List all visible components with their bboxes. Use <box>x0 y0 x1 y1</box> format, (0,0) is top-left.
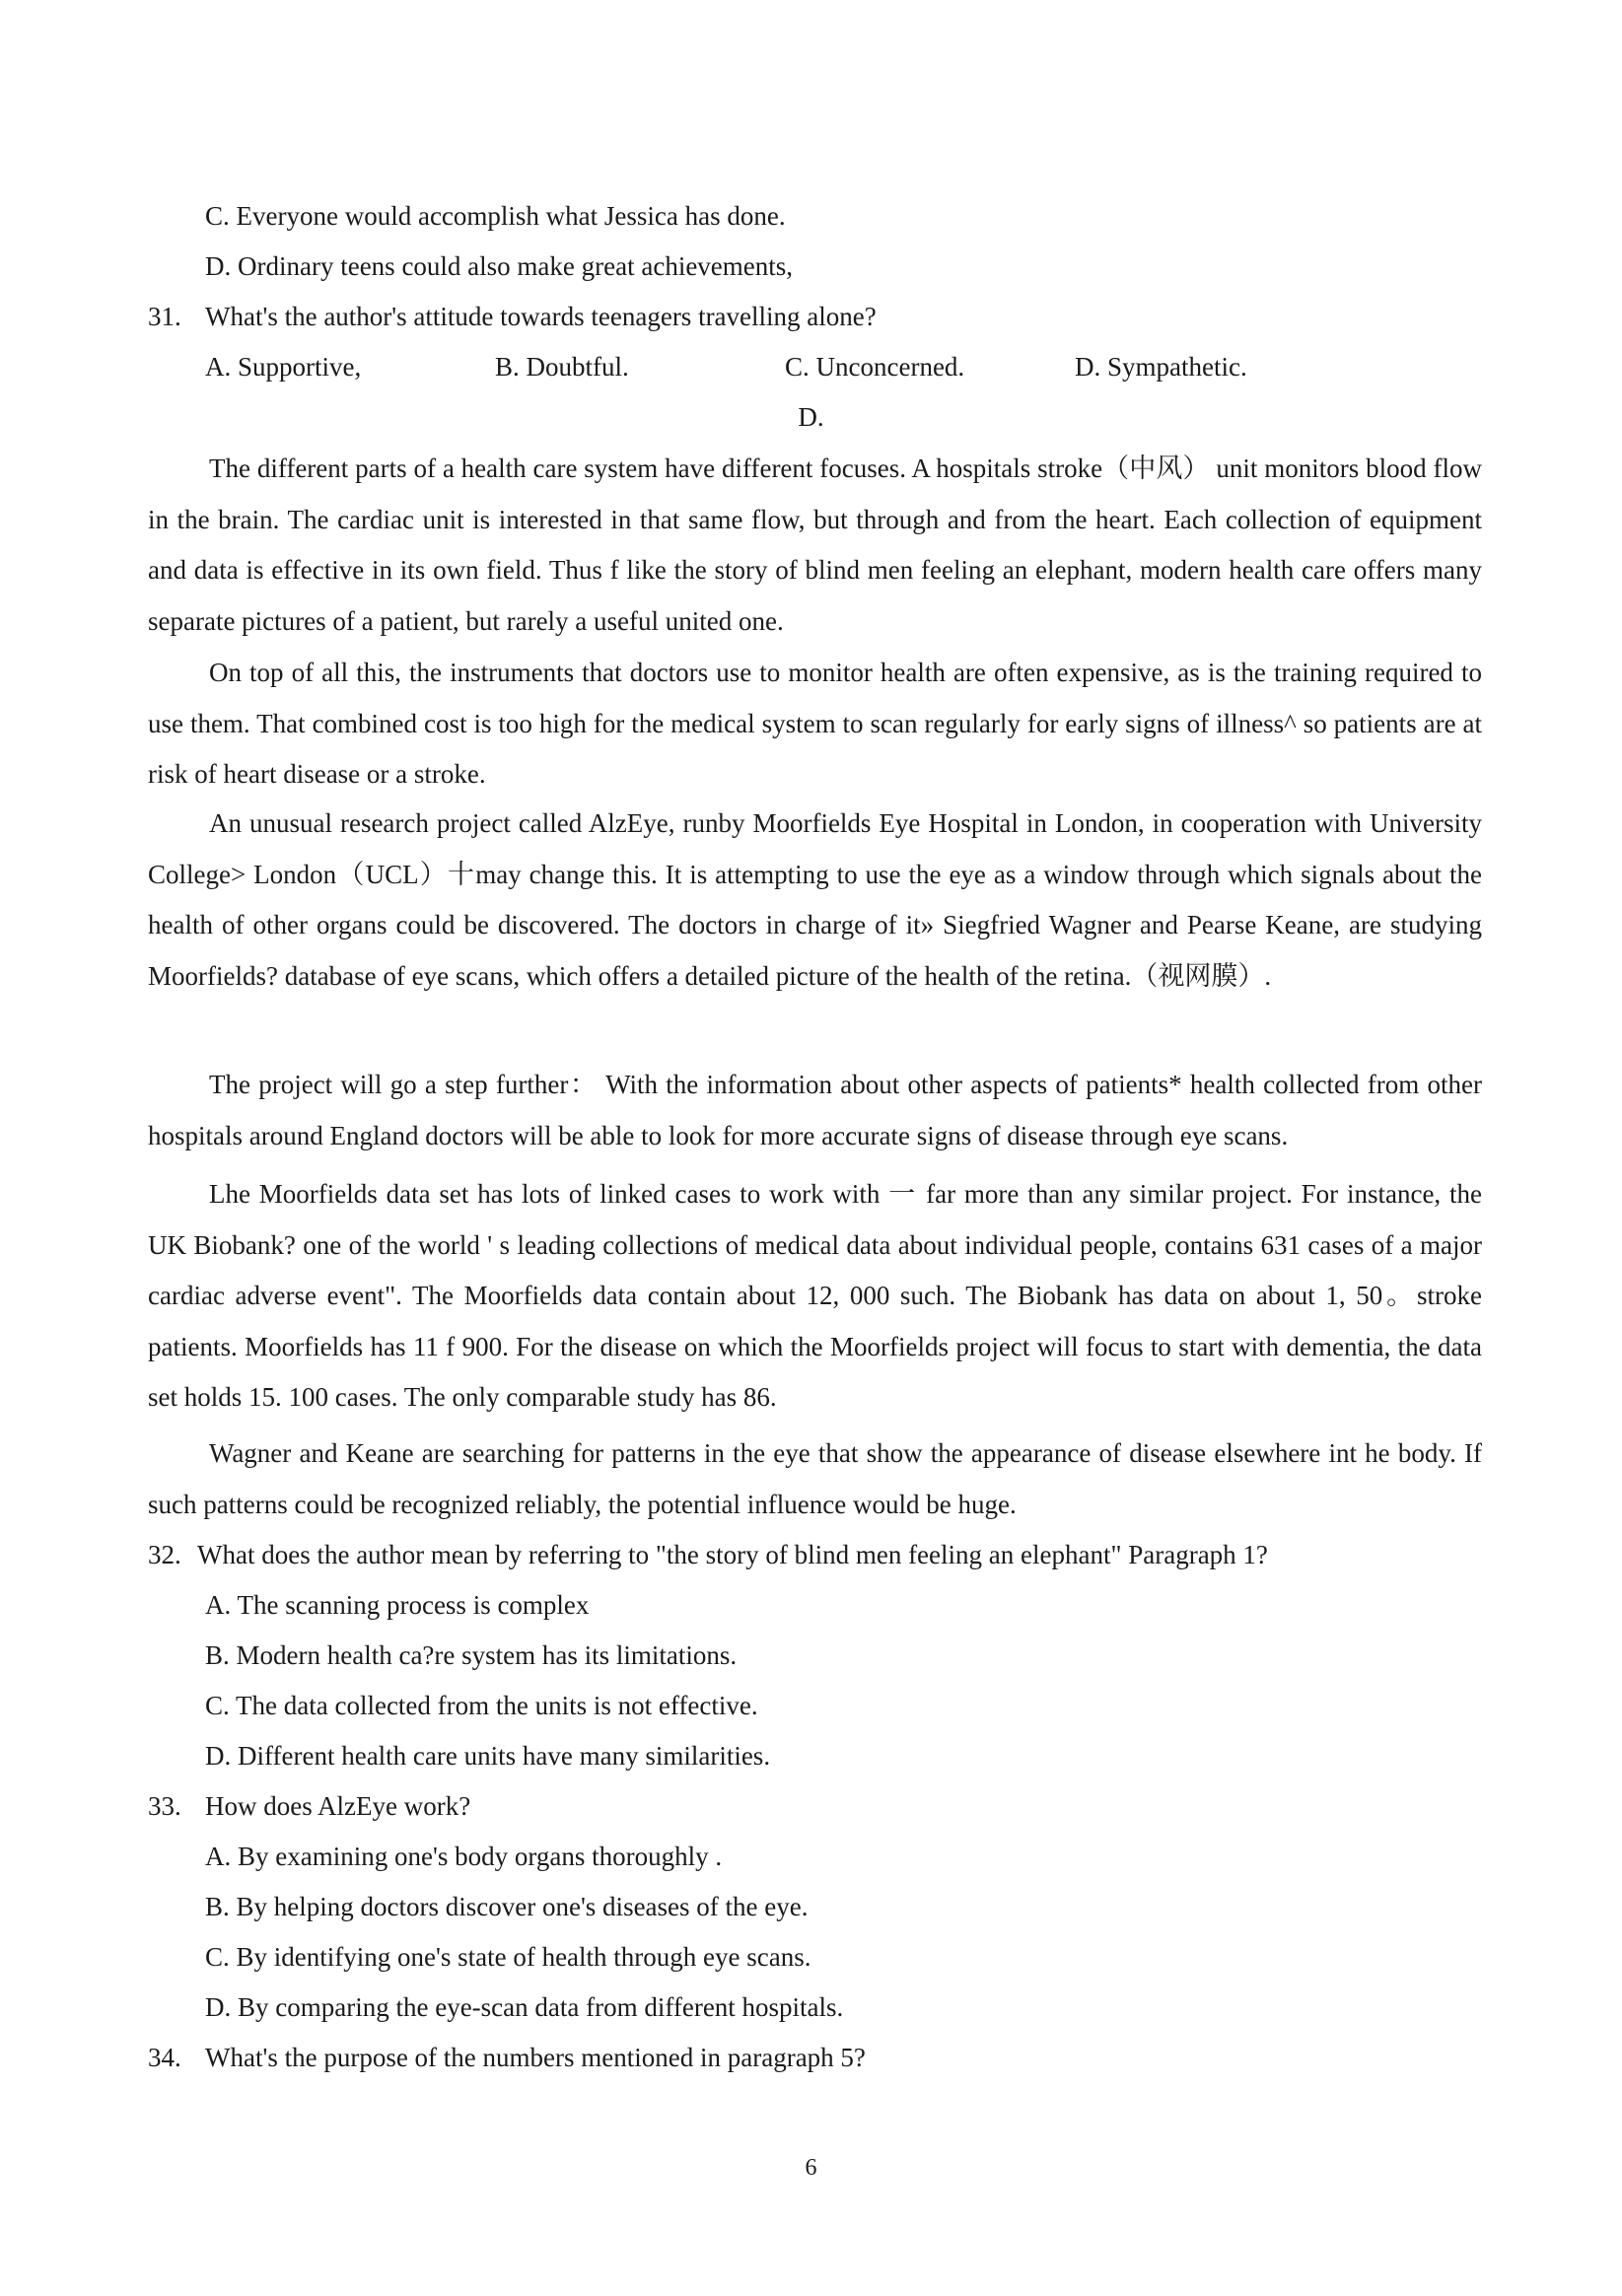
q32-question: What does the author mean by referring to "the story of blind men feeling an elephant" Paragraph 1? <box>197 1540 1268 1569</box>
q33-option-c: C. By identifying one's state of health through eye scans. <box>205 1942 811 1972</box>
q31-question: What's the author's attitude towards teenagers travelling alone? <box>205 302 877 331</box>
q33-number: 33. <box>148 1791 181 1821</box>
passage-paragraph-1: The different parts of a health care system have different focuses. A hospitals stroke（中风） unit monitors blood flow in the brain. The cardiac unit is interested in that same flow, but through and from the heart. Each collection of equipment and data is effective in its own field. Thus f like the story of blind men feeling an elephant, modern health care offers many separate pictures of a patient, but rarely a useful united one. <box>148 453 1482 636</box>
q32-option-b: B. Modern health ca?re system has its limitations. <box>205 1640 738 1670</box>
passage-paragraph-5: Lhe Moorfields data set has lots of linked cases to work with 一 far more than any similar project. For instance, the UK Biobank? one of the world ' s leading collections of medical data about individual people, contains 631 cases of a major cardiac adverse event". The Moorfields data contain about 12, 000 such. The Biobank has data on about 1, 50。stroke patients. Moorfields has 11 f 900. For the disease on which the Moorfields project will focus to start with dementia, the data set holds 15. 100 cases. The only comparable study has 86. <box>148 1179 1482 1412</box>
q33-question: How does AlzEye work? <box>205 1791 471 1821</box>
q32-option-a: A. The scanning process is complex <box>205 1590 590 1620</box>
passage-paragraph-3: An unusual research project called AlzEye, runby Moorfields Eye Hospital in London, in cooperation with University College> London（UCL）十may change this. It is attempting to use the eye as a window through which signals about the health of other organs could be discovered. The doctors in charge of it» Siegfried Wagner and Pearse Keane, are studying Moorfields? database of eye scans, which offers a detailed picture of the health of the retina.（视网膜）. <box>148 808 1482 991</box>
passage-paragraph-4: The project will go a step further： With the information about other aspects of patients* health collected from other hospitals around England doctors will be able to look for more accurate signs of disease through eye scans. <box>148 1070 1482 1150</box>
q30-option-c: C. Everyone would accomplish what Jessica has done. <box>205 201 786 231</box>
q31-option-a: A. Supportive, <box>205 352 362 382</box>
q33-option-d: D. By comparing the eye-scan data from different hospitals. <box>205 1992 844 2022</box>
q33-option-b: B. By helping doctors discover one's diseases of the eye. <box>205 1892 809 1921</box>
q32-number: 32. <box>148 1540 181 1569</box>
q34-number: 34. <box>148 2043 181 2072</box>
q31-number: 31. <box>148 302 181 331</box>
q32-option-d: D. Different health care units have many similarities. <box>205 1741 771 1771</box>
passage-paragraph-2: On top of all this, the instruments that doctors use to monitor health are often expensive, as is the training required to use them. That combined cost is too high for the medical system to scan regularly for early signs of illness^ so patients are at risk of heart disease or a stroke. <box>148 658 1482 789</box>
q31-option-d: D. Sympathetic. <box>1075 352 1247 382</box>
q31-option-c: C. Unconcerned. <box>785 352 965 382</box>
q32-option-c: C. The data collected from the units is not effective. <box>205 1691 758 1720</box>
passage-paragraph-6: Wagner and Keane are searching for patterns in the eye that show the appearance of disease elsewhere int he body. If such patterns could be recognized reliably, the potential influence would be huge. <box>148 1438 1482 1519</box>
q31-option-b: B. Doubtful. <box>495 352 629 382</box>
section-label: D. <box>798 402 824 432</box>
q30-option-d: D. Ordinary teens could also make great achievements, <box>205 251 794 281</box>
page-number: 6 <box>805 2155 817 2181</box>
q34-question: What's the purpose of the numbers mentioned in paragraph 5? <box>205 2043 866 2072</box>
q33-option-a: A. By examining one's body organs thoroughly . <box>205 1842 723 1871</box>
